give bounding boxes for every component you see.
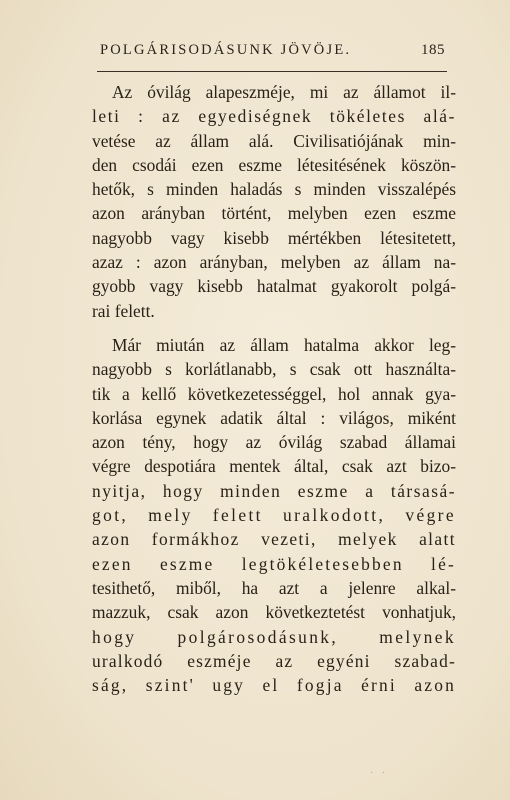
paragraph-1	[92, 80, 456, 323]
text-line: végre despotiára mentek által, csak azt bizo-	[92, 456, 456, 477]
text-line: vetése az állam alá. Civilisatiójának min-	[92, 130, 456, 151]
text-line: rai felett.	[92, 300, 155, 321]
running-head	[100, 42, 445, 59]
text-line: gyobb vagy kisebb hatalmat gyakorolt polgá-	[92, 276, 456, 297]
text-line: nyitja, hogy minden eszme a társasá-	[92, 480, 456, 501]
text-line: ság, szint' ugy el fogja érni azon	[92, 675, 456, 696]
running-title: POLGÁRISODÁSUNK JÖVÖJE.	[100, 42, 352, 58]
paper-speckle: · ·	[370, 768, 389, 779]
text-line: got, mely felett uralkodott, végre	[92, 505, 456, 526]
header-rule	[97, 71, 447, 72]
text-line: nagyobb vagy kisebb mértékben létesitetett,	[92, 227, 456, 248]
text-line: tik a kellő következetességgel, hol annak gya-	[92, 383, 456, 404]
body-text	[92, 80, 456, 697]
text-line: azon tény, hogy az óvilág szabad államai	[92, 432, 456, 453]
text-line: mazzuk, csak azon következtetést vonhatjuk,	[92, 602, 456, 623]
text-line: azon formákhoz vezeti, melyek alatt	[92, 529, 456, 550]
text-line: Már miután az állam hatalma akkor leg-	[112, 334, 456, 355]
text-line: korlása egynek adatik által : világos, miként	[92, 407, 456, 428]
text-line: hetők, s minden haladás s minden visszalépés	[92, 179, 456, 200]
paragraph-2	[92, 333, 456, 697]
text-line: leti : az egyediségnek tökéletes alá-	[92, 106, 456, 127]
text-line: uralkodó eszméje az egyéni szabad-	[92, 650, 456, 671]
text-line: hogy polgárosodásunk, melynek	[92, 626, 456, 647]
text-line: azaz : azon arányban, melyben az állam na-	[92, 252, 456, 273]
text-line: den csodái ezen eszme létesitésének köszön-	[92, 154, 456, 175]
text-line: nagyobb s korlátlanabb, s csak ott használta-	[92, 359, 456, 380]
page-number: 185	[421, 42, 445, 58]
text-line: azon arányban történt, melyben ezen eszme	[92, 203, 456, 224]
text-line: Az óvilág alapeszméje, mi az államot il-	[112, 82, 456, 102]
text-line: ezen eszme legtökéletesebben lé-	[92, 553, 456, 574]
text-line: tesithető, miből, ha azt a jelenre alkal-	[92, 577, 456, 598]
